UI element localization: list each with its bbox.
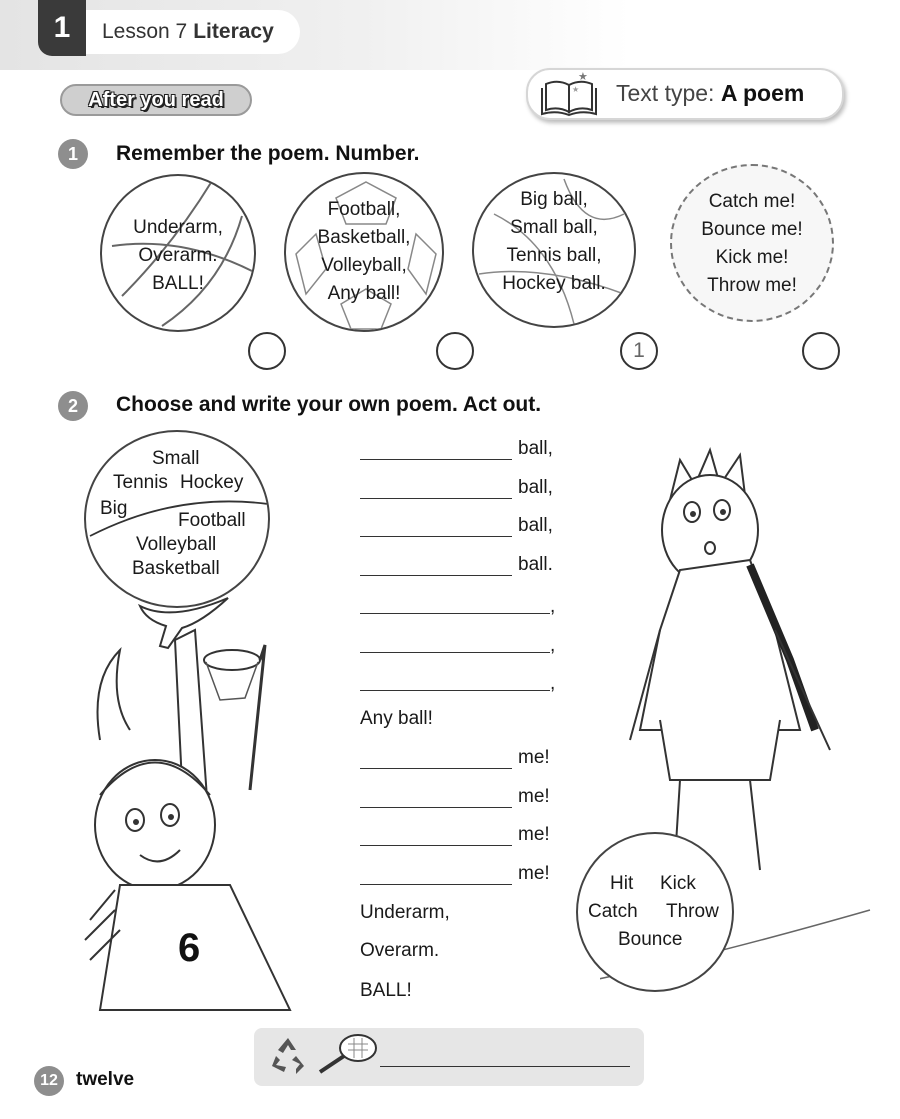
- ball-1-answer-circle[interactable]: [248, 332, 286, 370]
- page-number-word: twelve: [76, 1069, 135, 1090]
- book-icon: [536, 70, 606, 118]
- ball-3-line: Tennis ball,: [506, 245, 602, 266]
- ball-2-line: Volleyball,: [321, 255, 407, 276]
- football-illustration: [284, 172, 444, 332]
- ball-4-line: Throw me!: [707, 275, 797, 296]
- text-type-prefix: Text type:: [616, 80, 715, 106]
- poem-blank-line[interactable]: [360, 807, 512, 808]
- poem-ending: ,: [550, 635, 556, 656]
- lesson-prefix: Lesson 7: [102, 20, 188, 43]
- word-option-volleyball: Volleyball: [136, 534, 217, 555]
- ball-4-text: [672, 188, 832, 300]
- verb-option-hit: Hit: [610, 873, 634, 894]
- ball-2-line: Football,: [327, 199, 401, 220]
- poem-closing-line: Overarm.: [360, 940, 440, 961]
- recycle-icon: [266, 1034, 310, 1078]
- ball-3-text: [474, 186, 634, 298]
- word-option-football: Football: [178, 510, 246, 531]
- poem-me-ending: me!: [518, 786, 550, 807]
- svg-text:★: ★: [572, 85, 580, 94]
- verb-option-bounce: Bounce: [618, 929, 683, 950]
- poem-blank-line[interactable]: [360, 575, 512, 576]
- ball-4-answer-circle[interactable]: [802, 332, 840, 370]
- verb-option-kick: Kick: [660, 873, 696, 894]
- after-you-read-badge: [60, 84, 252, 116]
- word-option-basketball: Basketball: [132, 558, 220, 579]
- lesson-title: [86, 10, 300, 54]
- poem-blank-line[interactable]: [360, 845, 512, 846]
- after-you-read-label: After you read: [88, 88, 224, 111]
- ball-2-answer-circle[interactable]: [436, 332, 474, 370]
- volleyball-illustration: [472, 172, 636, 328]
- poem-ending: ball,: [518, 477, 553, 498]
- ball-4-line: Catch me!: [708, 191, 796, 212]
- footer-writing-line[interactable]: [380, 1066, 630, 1067]
- footer-task-box: [254, 1028, 644, 1086]
- ball-3-answer-circle[interactable]: 1: [620, 332, 658, 370]
- poem-blank-line[interactable]: [360, 613, 550, 614]
- tennis-racket-icon: [314, 1030, 380, 1078]
- poem-ending: ball,: [518, 515, 553, 536]
- svg-text:★: ★: [578, 70, 588, 83]
- text-type-box: [526, 68, 844, 120]
- word-option-hockey: Hockey: [180, 472, 244, 493]
- ball-1-line: Underarm,: [133, 217, 223, 238]
- poem-ending: ball,: [518, 438, 553, 459]
- ball-1-line: Overarm.: [138, 245, 218, 266]
- poem-blank-line[interactable]: [360, 498, 512, 499]
- poem-me-ending: me!: [518, 824, 550, 845]
- poem-ending: ,: [550, 673, 556, 694]
- word-option-tennis: Tennis: [113, 472, 168, 493]
- page-number: 12: [34, 1066, 64, 1096]
- basketball-illustration: [100, 174, 256, 332]
- ball-3-line: Small ball,: [510, 217, 598, 238]
- unit-number-tab: 1: [38, 0, 86, 56]
- ball-4-line: Bounce me!: [701, 219, 803, 240]
- text-type-value: A poem: [720, 80, 805, 106]
- ball-4-line: Kick me!: [715, 247, 789, 268]
- poem-blank-line[interactable]: [360, 652, 550, 653]
- lesson-subject: Literacy: [193, 20, 274, 43]
- girl-hand: [132, 592, 232, 652]
- ball-3-line: Big ball,: [520, 189, 588, 210]
- poem-blank-line[interactable]: [360, 459, 512, 460]
- tennis-ball-illustration: [670, 164, 834, 322]
- exercise-1-number: 1: [58, 139, 88, 169]
- ball-1-line: BALL!: [152, 273, 204, 294]
- shirt-number: 6: [178, 926, 201, 970]
- poem-me-ending: me!: [518, 747, 550, 768]
- poem-closing-line: Underarm,: [360, 902, 450, 923]
- poem-blank-line[interactable]: [360, 768, 512, 769]
- word-option-big: Big: [100, 498, 128, 519]
- ball-1-text: [102, 214, 254, 298]
- ball-2-line: Basketball,: [317, 227, 411, 248]
- poem-blank-line[interactable]: [360, 690, 550, 691]
- ball-3-line: Hockey ball.: [502, 273, 606, 294]
- ball-2-text: [286, 196, 442, 308]
- poem-blank-line[interactable]: [360, 884, 512, 885]
- word-option-small: Small: [152, 448, 200, 469]
- exercise-2-instruction: Choose and write your own poem. Act out.: [116, 393, 542, 416]
- exercise-2-number: 2: [58, 391, 88, 421]
- verb-option-throw: Throw: [666, 901, 719, 922]
- text-type-label: [616, 80, 804, 107]
- verb-option-catch: Catch: [588, 901, 638, 922]
- poem-me-ending: me!: [518, 863, 550, 884]
- poem-closing-line: BALL!: [360, 980, 412, 1001]
- poem-any-ball: Any ball!: [360, 708, 433, 729]
- ball-2-line: Any ball!: [327, 283, 401, 304]
- poem-ending: ball.: [518, 554, 553, 575]
- exercise-1-instruction: Remember the poem. Number.: [116, 142, 420, 165]
- poem-blank-line[interactable]: [360, 536, 512, 537]
- poem-ending: ,: [550, 596, 556, 617]
